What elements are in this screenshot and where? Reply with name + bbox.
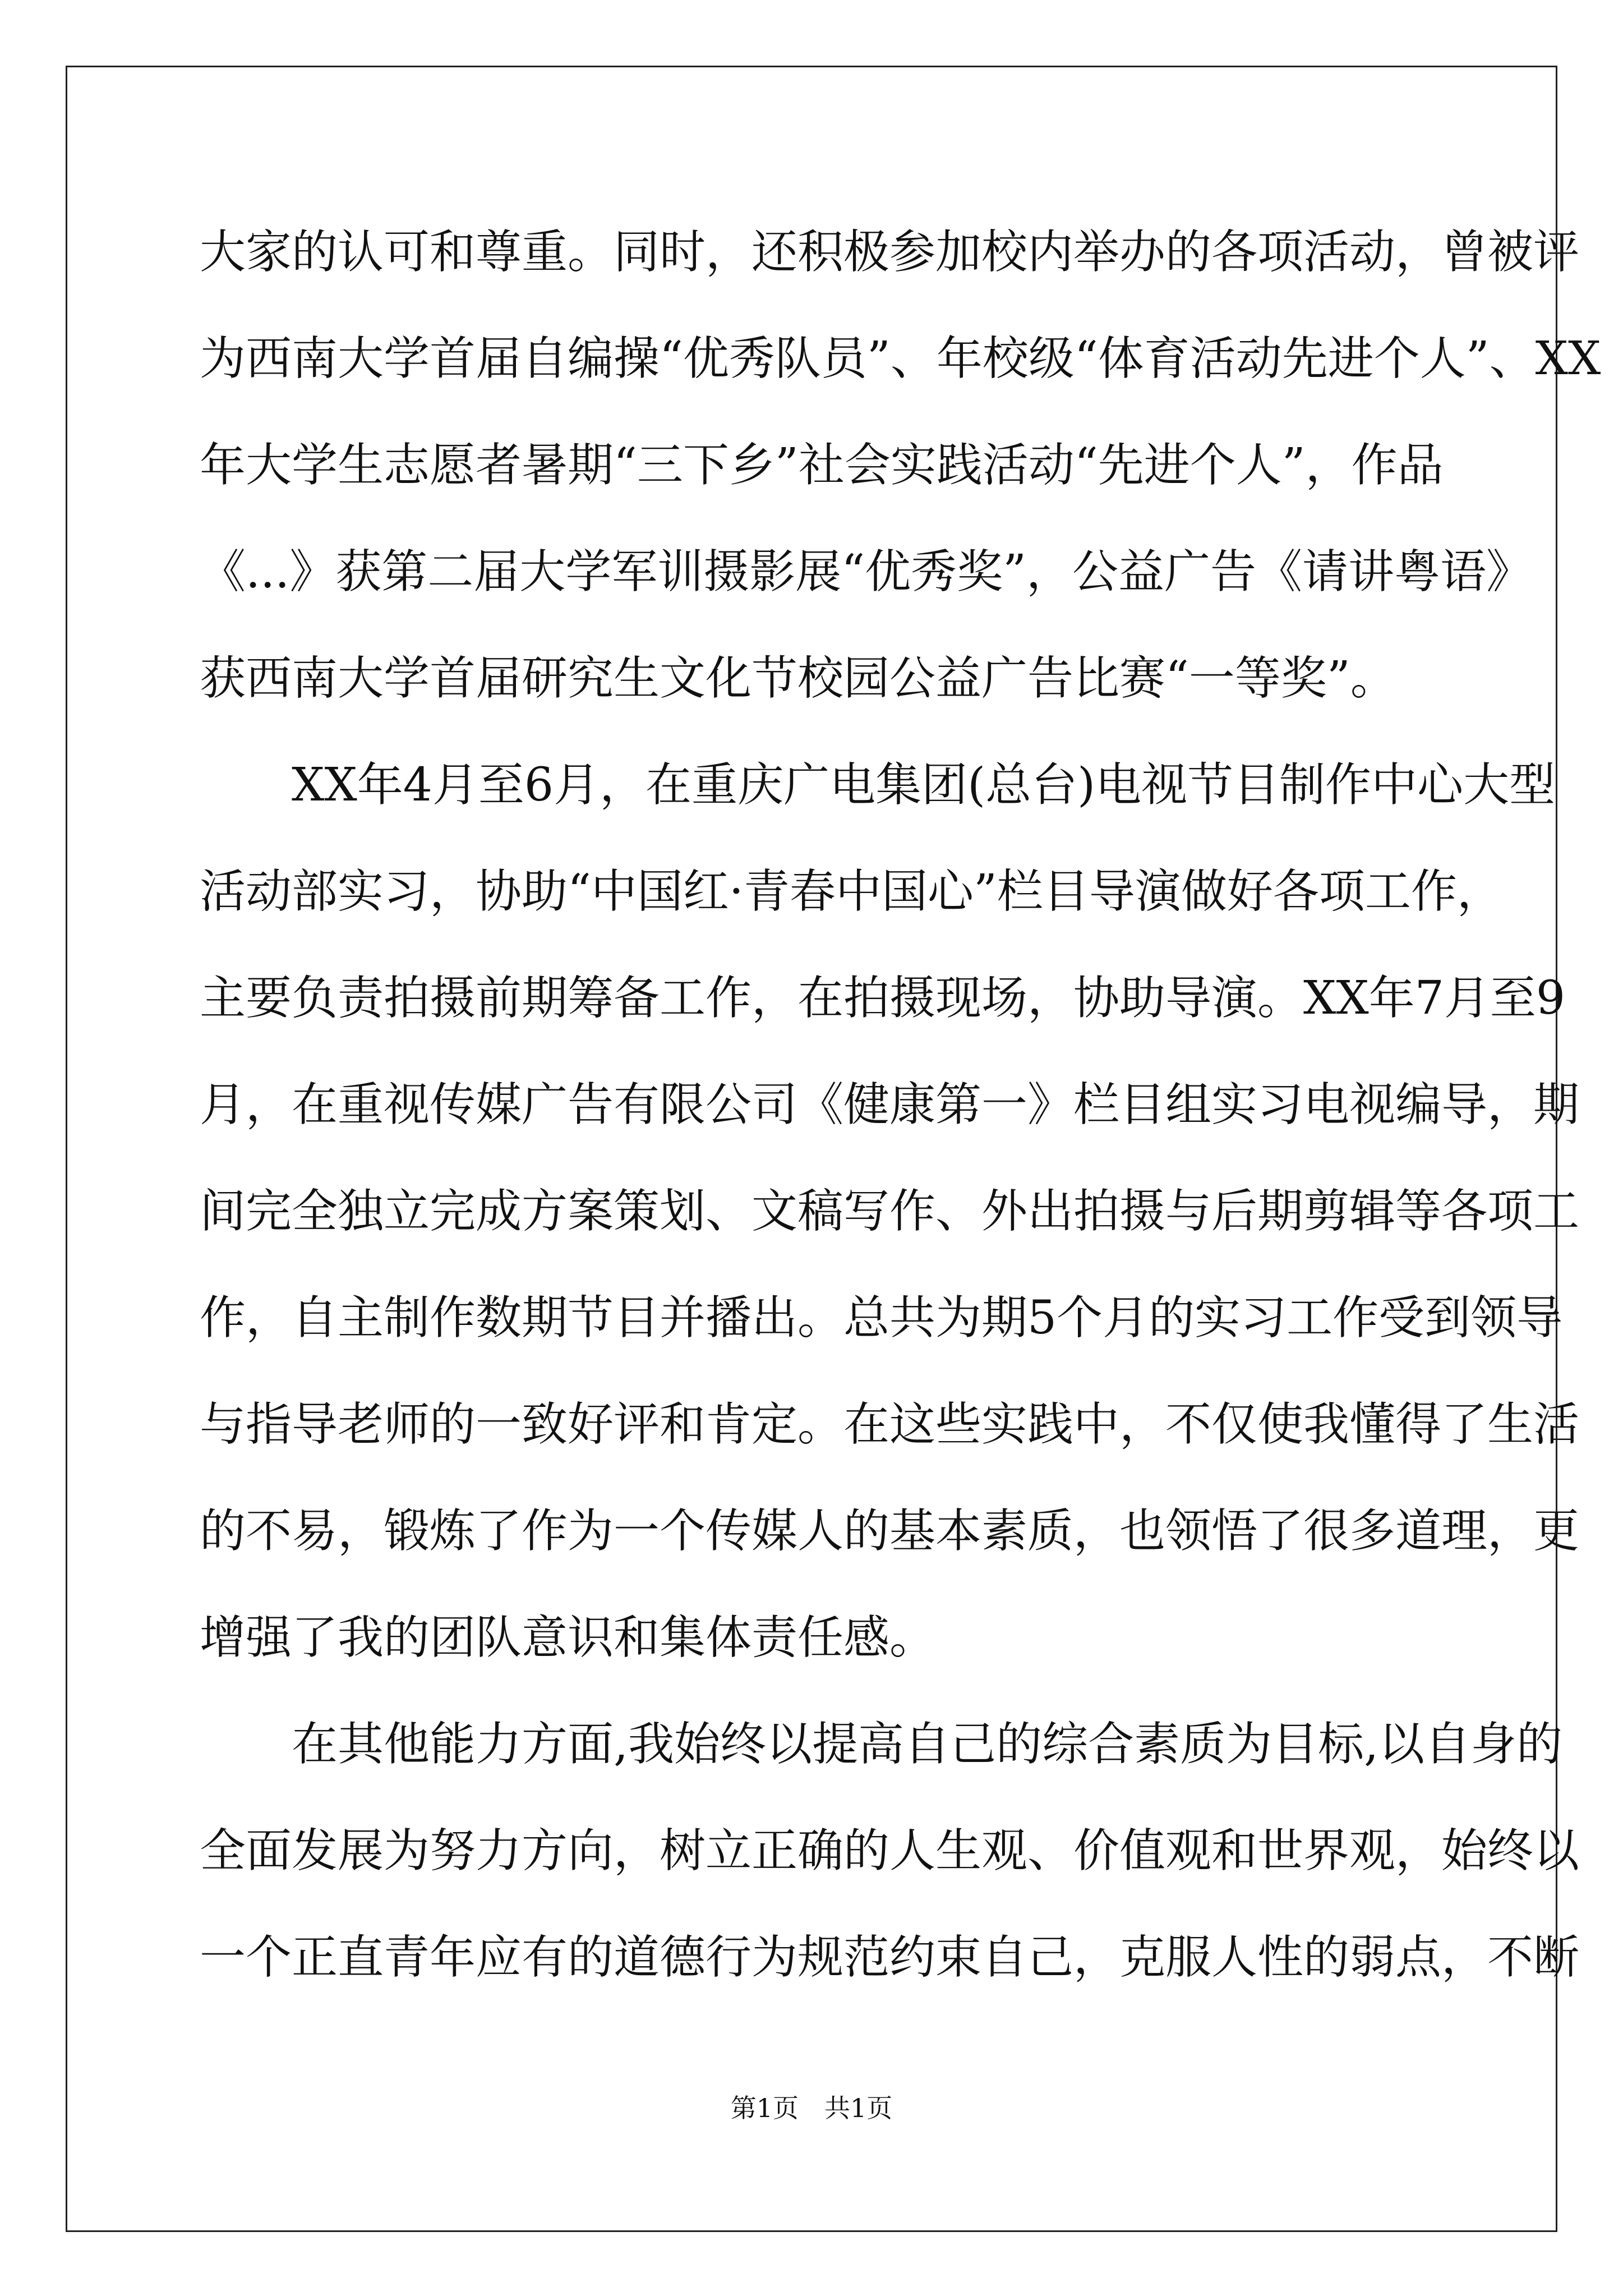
text-line: 活动部实习，协助“中国红·青春中国心”栏目导演做好各项工作，	[200, 865, 1503, 918]
text-line: 《...》获第二届大学军训摄影展“优秀奖”，公益广告《请讲粤语》	[200, 545, 1533, 599]
text-line: 增强了我的团队意识和集体责任感。	[200, 1611, 936, 1664]
text-line: 获西南大学首届研究生文化节校园公益广告比赛“一等奖”。	[200, 652, 1396, 705]
document-body	[200, 199, 1601, 2011]
page-footer: 第1页 共1页	[730, 2093, 893, 2123]
text-line: 年大学生志愿者暑期“三下乡”社会实践活动“先进个人”，作品	[200, 439, 1444, 492]
text-line: 在其他能力方面,我始终以提高自己的综合素质为目标,以自身的	[200, 1718, 1563, 1771]
text-line: 大家的认可和尊重。同时，还积极参加校内举办的各项活动，曾被评	[200, 226, 1580, 279]
text-line: 作，自主制作数期节目并播出。总共为期5个月的实习工作受到领导	[200, 1291, 1563, 1345]
text-line: 月，在重视传媒广告有限公司《健康第一》栏目组实习电视编导，期	[200, 1078, 1580, 1131]
text-line: XX年4月至6月，在重庆广电集团(总台)电视节目制作中心大型	[200, 758, 1556, 812]
text-line: 的不易，锻炼了作为一个传媒人的基本素质，也领悟了很多道理，更	[200, 1504, 1580, 1558]
text-line: 全面发展为努力方向，树立正确的人生观、价值观和世界观，始终以	[200, 1824, 1580, 1878]
text-line: 主要负责拍摄前期筹备工作，在拍摄现场，协助导演。XX年7月至9	[200, 972, 1566, 1025]
text-line: 为西南大学首届自编操“优秀队员”、年校级“体育活动先进个人”、XX	[200, 332, 1601, 385]
text-line: 与指导老师的一致好评和肯定。在这些实践中，不仅使我懂得了生活	[200, 1398, 1580, 1451]
text-line: 间完全独立完成方案策划、文稿写作、外出拍摄与后期剪辑等各项工	[200, 1185, 1580, 1238]
text-line: 一个正直青年应有的道德行为规范约束自己，克服人性的弱点，不断	[200, 1931, 1580, 1984]
